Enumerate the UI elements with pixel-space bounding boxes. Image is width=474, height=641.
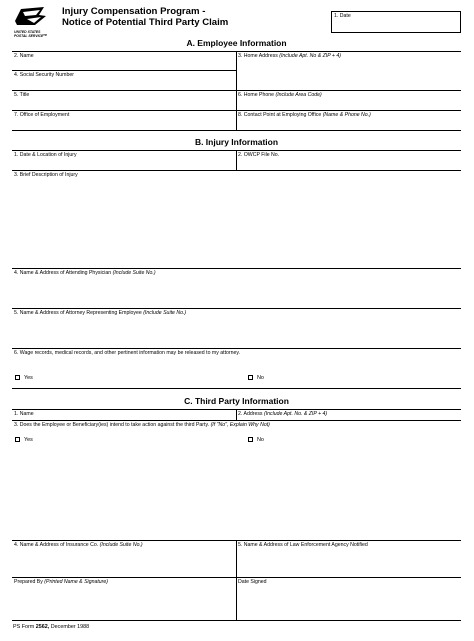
owcp-field[interactable] — [238, 152, 279, 158]
divider — [236, 540, 237, 620]
date-signed-field[interactable] — [238, 579, 267, 585]
home-address-hint: (Include Apt. No & ZIP + 4) — [279, 53, 341, 59]
section-b-heading: B. Injury Information — [194, 137, 279, 147]
intend-action-field[interactable] — [14, 422, 270, 428]
insurance-field[interactable] — [14, 542, 143, 548]
section-c-heading: C. Third Party Information — [184, 396, 289, 406]
third-party-name-field[interactable] — [14, 411, 34, 417]
injury-description-label: 3. Brief Description of Injury — [14, 172, 78, 178]
contact-hint: (Name & Phone No.) — [322, 112, 371, 118]
divider — [12, 70, 236, 71]
intend-no-checkbox[interactable] — [248, 437, 253, 442]
attorney-field[interactable] — [14, 310, 186, 316]
divider — [236, 150, 237, 170]
logo-text-1: UNITED STATES — [14, 30, 41, 34]
law-enforcement-field[interactable] — [238, 542, 368, 548]
third-party-address-hint: (Include Apt. No. & ZIP + 4) — [263, 411, 328, 417]
divider — [12, 620, 461, 621]
date-label: 1. Date — [334, 13, 351, 19]
prepared-by-field[interactable] — [14, 579, 108, 585]
home-phone-hint: (Include Area Code) — [275, 92, 322, 98]
date-location-field[interactable] — [14, 152, 77, 158]
office-field[interactable] — [14, 112, 69, 118]
insurance-hint: (Include Suite No.) — [99, 542, 143, 548]
prepared-by-hint: (Printed Name & Signature) — [44, 579, 109, 585]
insurance-label: 4. Name & Address of Insurance Co. — [14, 542, 99, 548]
home-phone-label: 6. Home Phone — [238, 92, 275, 98]
physician-field[interactable] — [14, 270, 156, 276]
attorney-hint: (Include Suite No.) — [143, 310, 187, 316]
third-party-name-label: 1. Name — [14, 411, 34, 417]
wage-no-label: No — [257, 375, 264, 381]
form-title-line2: Notice of Potential Third Party Claim — [62, 17, 229, 28]
divider — [12, 388, 461, 389]
employee-name-field[interactable] — [14, 53, 34, 59]
divider — [12, 170, 461, 171]
third-party-address-label: 2. Address — [238, 411, 263, 417]
physician-hint: (Include Suite No.) — [112, 270, 156, 276]
wage-no-checkbox[interactable] — [248, 375, 253, 380]
intend-action-hint: (If "No", Explain Why Not) — [210, 422, 270, 428]
ssn-label: 4. Social Security Number — [14, 72, 74, 78]
wage-release-label: 6. Wage records, medical records, and other pertinent information may be released to my attorney. — [14, 350, 241, 356]
contact-field[interactable] — [238, 112, 371, 118]
wage-yes-label: Yes — [24, 375, 33, 381]
employee-title-field[interactable] — [14, 92, 29, 98]
intend-yes-checkbox[interactable] — [15, 437, 20, 442]
home-phone-field[interactable] — [238, 92, 322, 98]
form-prefix: PS Form — [13, 624, 35, 630]
third-party-address-field[interactable] — [238, 411, 327, 417]
form-date: December 1988 — [50, 624, 90, 630]
law-enforcement-label: 5. Name & Address of Law Enforcement Agency Notified — [238, 542, 368, 548]
logo-trademark: TM — [43, 34, 47, 37]
ssn-field[interactable] — [14, 72, 74, 78]
home-address-label: 3. Home Address — [238, 53, 278, 59]
physician-label: 4. Name & Address of Attending Physician — [14, 270, 112, 276]
employee-name-label: 2. Name — [14, 53, 34, 59]
contact-label: 8. Contact Point at Employing Office — [238, 112, 322, 118]
divider — [12, 90, 461, 91]
injury-description-field[interactable] — [14, 172, 78, 178]
date-signed-label: Date Signed — [238, 579, 267, 585]
intend-no-label: No — [257, 437, 264, 443]
date-location-label: 1. Date & Location of Injury — [14, 152, 77, 158]
intend-action-label: 3. Does the Employee or Beneficiary(ies) intend to take action against the third Party. — [14, 422, 210, 428]
section-a-heading: A. Employee Information — [186, 38, 287, 48]
logo-text-2: POSTAL SERVICE — [14, 34, 44, 38]
divider — [12, 110, 461, 111]
divider — [12, 577, 461, 578]
employee-title-label: 5. Title — [14, 92, 30, 98]
attorney-label: 5. Name & Address of Attorney Representing Employee — [14, 310, 142, 316]
form-footer — [13, 624, 89, 630]
divider — [12, 268, 461, 269]
divider — [236, 409, 237, 420]
form-number: 2562, — [35, 624, 50, 630]
divider — [12, 348, 461, 349]
divider — [12, 130, 461, 131]
form-title-line1: Injury Compensation Program - — [62, 6, 206, 17]
home-address-field[interactable] — [238, 53, 341, 59]
office-label: 7. Office of Employment — [14, 112, 70, 118]
wage-yes-checkbox[interactable] — [15, 375, 20, 380]
divider — [12, 308, 461, 309]
eagle-logo-icon — [13, 5, 47, 27]
owcp-label: 2. OWCP File No. — [238, 152, 280, 158]
intend-yes-label: Yes — [24, 437, 33, 443]
divider — [12, 420, 461, 421]
prepared-by-label: Prepared By — [14, 579, 43, 585]
